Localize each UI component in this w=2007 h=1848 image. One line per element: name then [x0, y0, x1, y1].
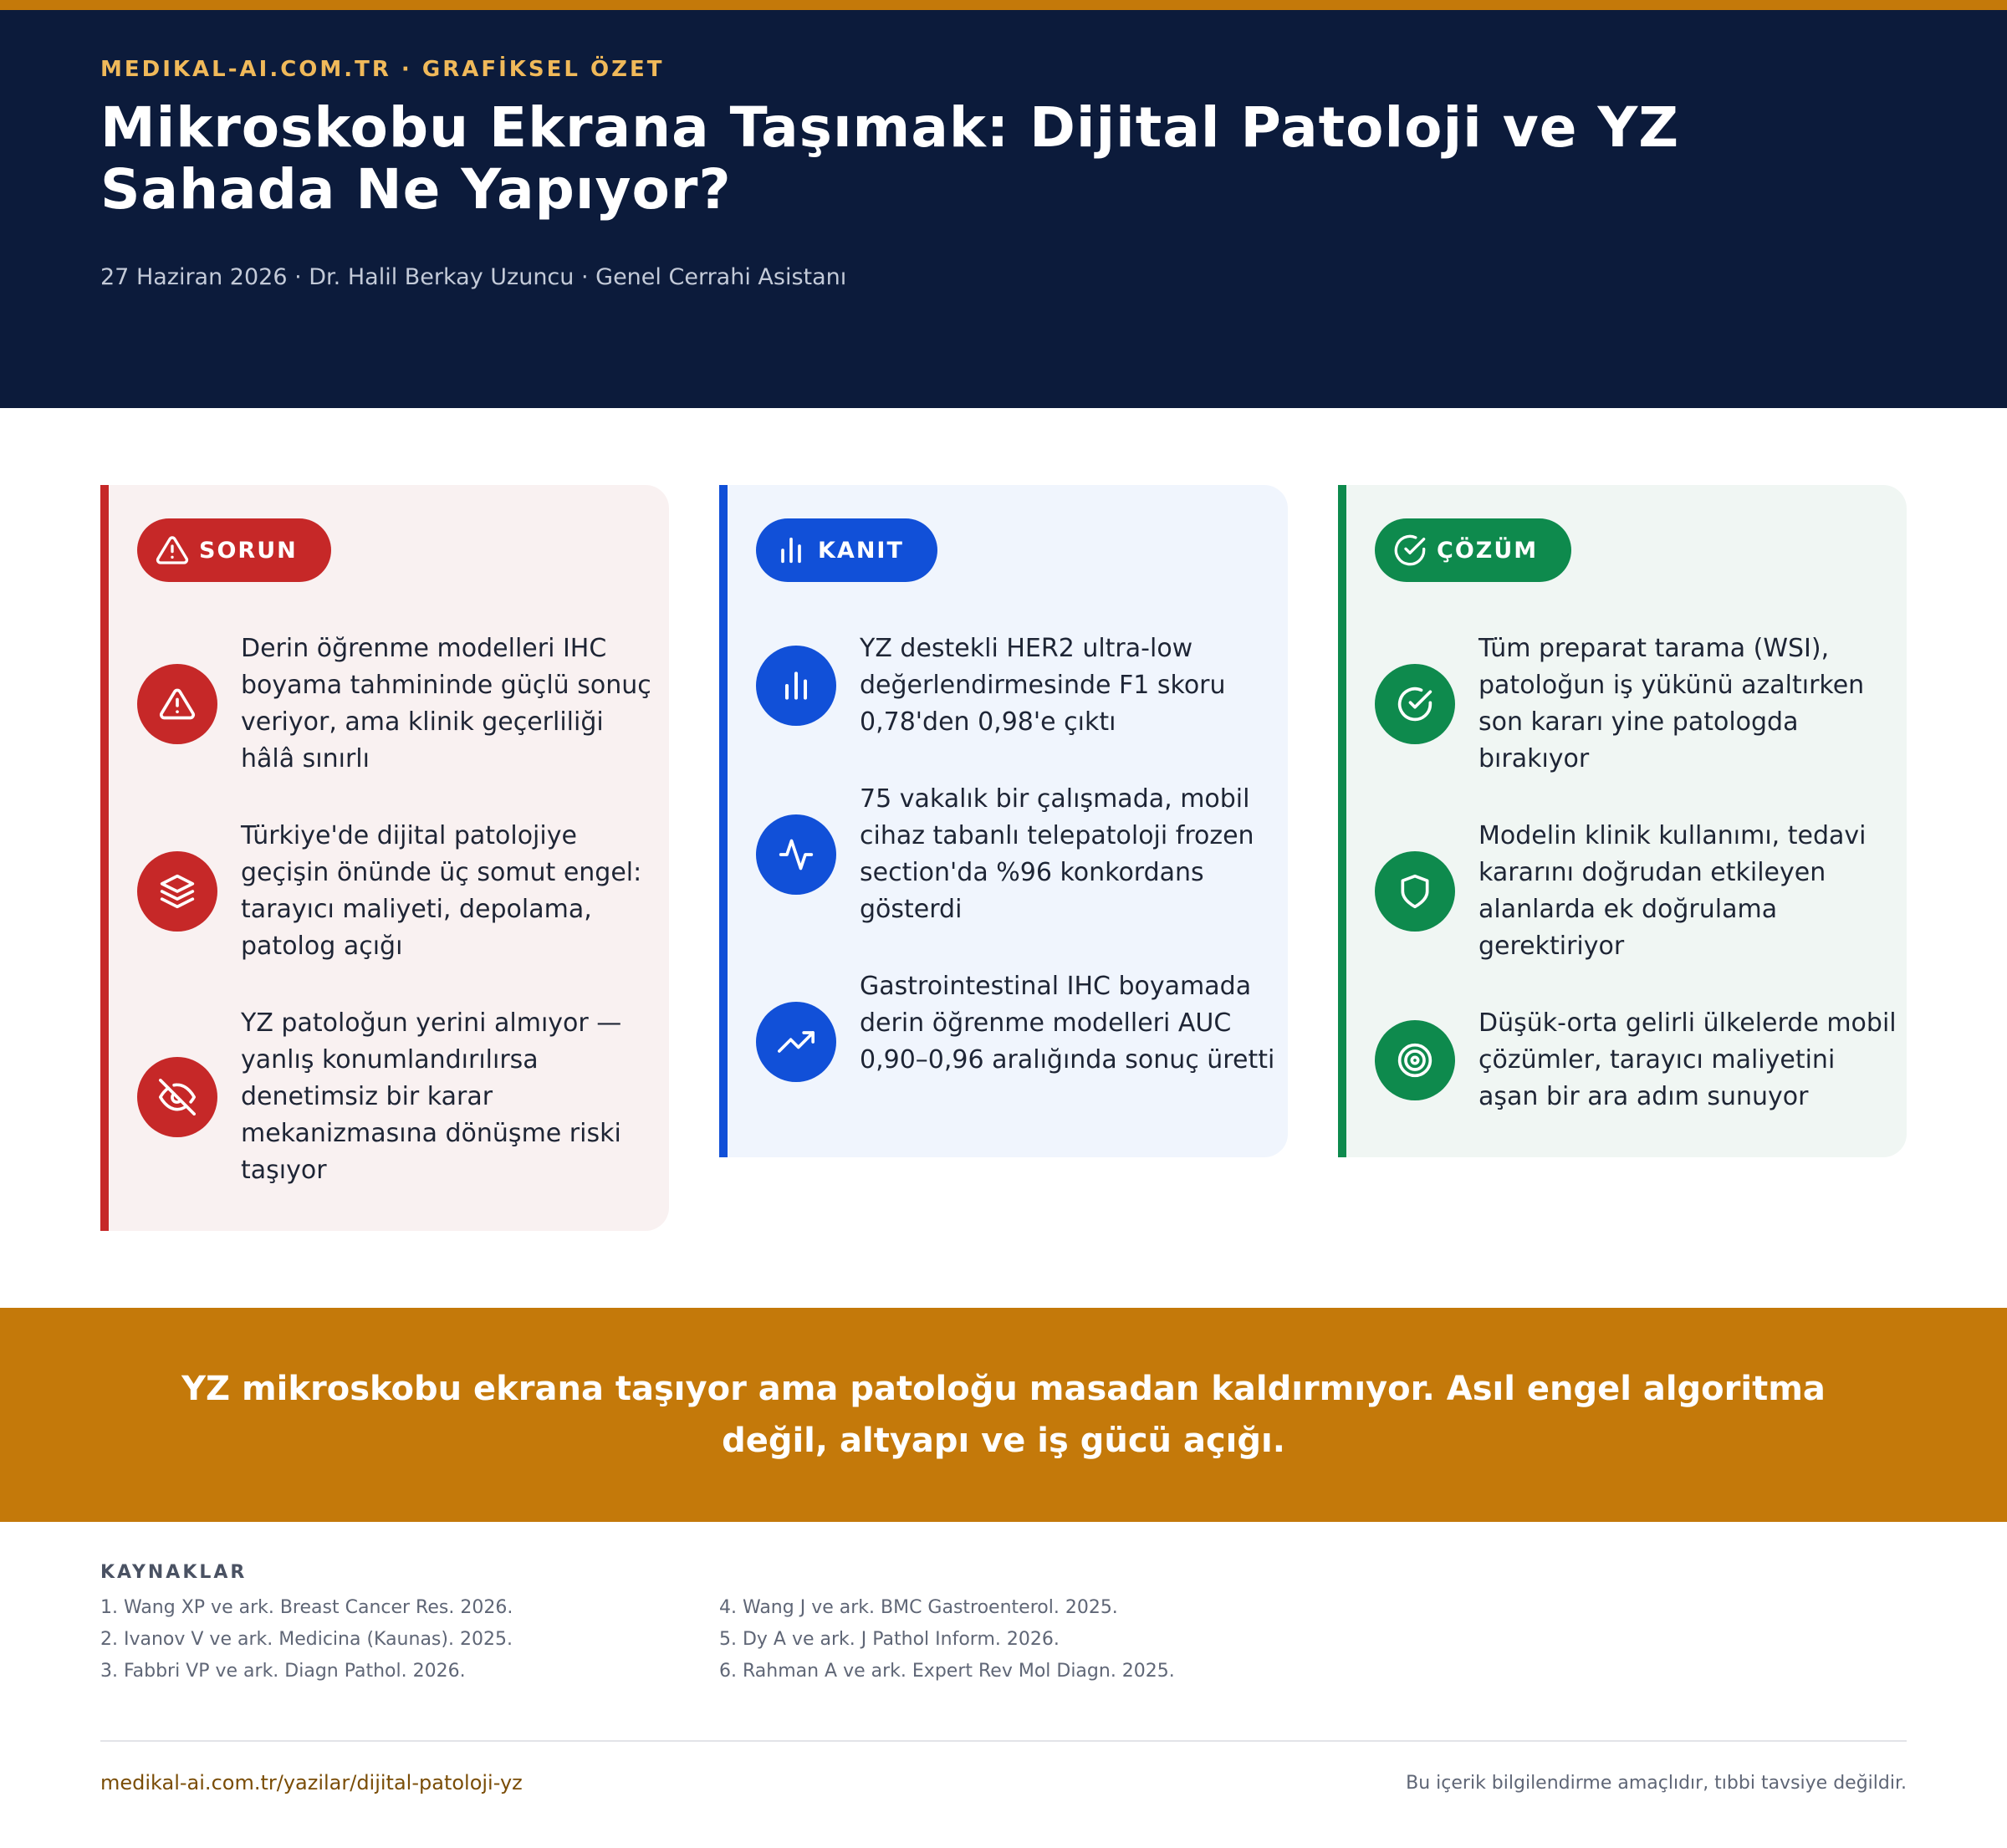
disclaimer-text: Bu içerik bilgilendirme amaçlıdır, tıbbi tavsiye değildir.: [1406, 1773, 1907, 1794]
footer-divider: [100, 1740, 1907, 1742]
eyebrow-label: MEDIKAL-AI.COM.TR · GRAFİKSEL ÖZET: [100, 57, 665, 82]
reference-item: 2. Ivanov V ve ark. Medicina (Kaunas). 2025.: [100, 1629, 513, 1650]
item-text: Gastrointestinal IHC boyamada derin öğrenme modelleri AUC 0,90–0,96 aralığında sonuç üretti: [860, 972, 1275, 1075]
item-text: Düşük-orta gelirli ülkelerde mobil çözümler, tarayıcı maliyetini aşan bir ara adım sunuyor: [1478, 1008, 1897, 1111]
top-accent-bar: [0, 0, 2007, 10]
shield-icon: [1397, 873, 1433, 910]
layers-icon: [159, 873, 196, 910]
solution-column: [1338, 485, 1907, 1157]
reference-item: 3. Fabbri VP ve ark. Diagn Pathol. 2026.: [100, 1661, 466, 1682]
check-circle-icon: [1397, 686, 1433, 722]
item-text: Türkiye'de dijital patolojiye geçişin önünde üç somut engel: tarayıcı maliyeti, depolama, patolog açığı: [241, 821, 642, 961]
item-icon-circle: [1375, 1020, 1455, 1100]
item-text: Tüm preparat tarama (WSI), patoloğun iş yükünü azaltırken son kararı yine patologda bırakıyor: [1478, 634, 1865, 773]
reference-item: 4. Wang J ve ark. BMC Gastroenterol. 2025.: [719, 1597, 1118, 1618]
warning-triangle-icon: [159, 686, 196, 722]
hero-header: [0, 10, 2007, 408]
item-text: YZ patoloğun yerini almıyor — yanlış konumlandırılırsa denetimsiz bir karar mekanizmasına dönüşme riski taşıyor: [241, 1008, 622, 1185]
item-icon-circle: [1375, 851, 1455, 932]
item-icon-circle: [137, 664, 217, 744]
item-icon-circle: [756, 814, 836, 895]
evidence-badge-label: KANIT: [818, 537, 904, 564]
item-icon-circle: [1375, 664, 1455, 744]
target-icon: [1397, 1042, 1433, 1079]
item-icon-circle: [756, 646, 836, 726]
solution-badge: [1375, 518, 1571, 582]
item-icon-circle: [137, 851, 217, 932]
page-title: Mikroskobu Ekrana Taşımak: Dijital Patoloji ve YZ Sahada Ne Yapıyor?: [100, 95, 1680, 222]
item-text: 75 vakalık bir çalışmada, mobil cihaz tabanlı telepatoloji frozen section'da %96 konkordans gösterdi: [860, 784, 1254, 924]
article-meta: 27 Haziran 2026 · Dr. Halil Berkay Uzuncu · Genel Cerrahi Asistanı: [100, 264, 847, 290]
problem-column: [100, 485, 669, 1231]
bar-chart-icon: [778, 667, 815, 704]
item-icon-circle: [756, 1002, 836, 1082]
item-text: Modelin klinik kullanımı, tedavi kararını doğrudan etkileyen alanlarda ek doğrulama gerektiriyor: [1478, 821, 1867, 961]
evidence-badge: [756, 518, 937, 582]
activity-icon: [778, 836, 815, 873]
item-text: YZ destekli HER2 ultra-low değerlendirmesinde F1 skoru 0,78'den 0,98'e çıktı: [860, 634, 1226, 737]
item-text: Derin öğrenme modelleri IHC boyama tahmininde güçlü sonuç veriyor, ama klinik geçerliliği hâlâ sınırlı: [241, 634, 651, 773]
problem-badge-label: SORUN: [199, 537, 298, 564]
article-url-link[interactable]: medikal-ai.com.tr/yazilar/dijital-patoloji-yz: [100, 1771, 523, 1794]
eye-off-icon: [159, 1079, 196, 1115]
reference-item: 5. Dy A ve ark. J Pathol Inform. 2026.: [719, 1629, 1060, 1650]
bar-chart-icon: [774, 533, 808, 567]
trending-up-icon: [778, 1024, 815, 1060]
problem-badge: [137, 518, 331, 582]
references-heading: KAYNAKLAR: [100, 1562, 248, 1583]
item-icon-circle: [137, 1057, 217, 1137]
warning-triangle-icon: [156, 533, 189, 567]
key-takeaway-banner: [0, 1308, 2007, 1522]
solution-badge-label: ÇÖZÜM: [1437, 537, 1539, 564]
banner-text: YZ mikroskobu ekrana taşıyor ama patoloğu masadan kaldırmıyor. Asıl engel algoritma değil, altyapı ve iş gücü açığı.: [181, 1370, 1826, 1460]
reference-item: 1. Wang XP ve ark. Breast Cancer Res. 2026.: [100, 1597, 513, 1618]
reference-item: 6. Rahman A ve ark. Expert Rev Mol Diagn. 2025.: [719, 1661, 1175, 1682]
evidence-column: [719, 485, 1288, 1157]
check-circle-icon: [1393, 533, 1427, 567]
